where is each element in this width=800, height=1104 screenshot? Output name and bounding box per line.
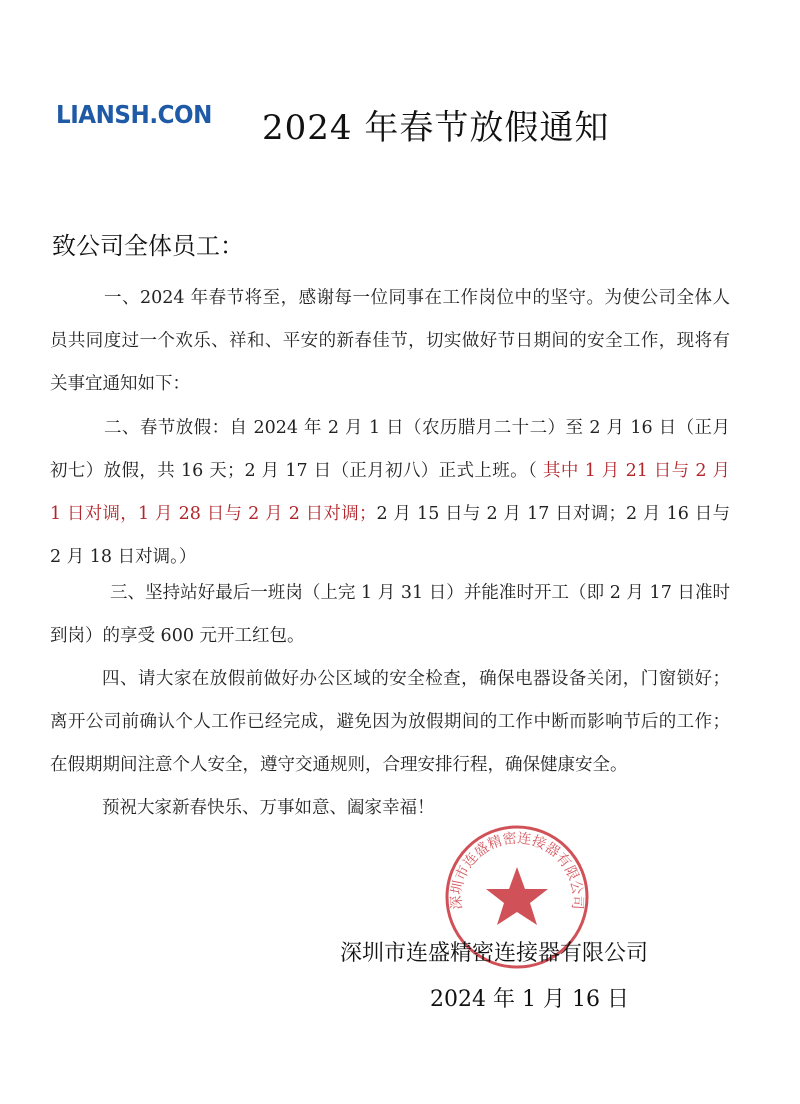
- paragraph-4: 四、请大家在放假前做好办公区域的安全检查，确保电器设备关闭，门窗锁好；离开公司前确认个人工作已经完成，避免因为放假期间的工作中断而影响节后的工作；在假期期间注意个人安全，遵守交通规则，合理安排行程，确保健康安全。: [50, 669, 730, 775]
- signature-company: 深圳市连盛精密连接器有限公司: [340, 941, 649, 966]
- paragraph-2-highlight: 其中 1 月 21 日与 2 月 1 日对调，1 月 28 日与 2 月 2 日对调；: [50, 461, 730, 524]
- paragraph-5: 预祝大家新春快乐、万事如意、阖家幸福！: [102, 798, 435, 818]
- paragraph-3: 三、坚持站好最后一班岗（上完 1 月 31 日）并能准时开工（即 2 月 17 日准时到岗）的享受 600 元开工红包。: [50, 583, 730, 646]
- star-icon: [486, 867, 548, 925]
- greeting: 致公司全体员工：: [52, 232, 244, 260]
- paragraph-2-text-a: 二、春节放假：自 2024 年 2 月 1 日（农历腊月二十二）至 2 月 16 日（正月初七）放假，共 16 天；2 月 17 日（正月初八）正式上班。（: [50, 418, 730, 481]
- company-logo: LIANSH.CON: [56, 100, 212, 129]
- seal-text-path: 深圳市连盛精密连接器有限公司: [448, 830, 586, 911]
- paragraph-1: 一、2024 年春节将至，感谢每一位同事在工作岗位中的坚守。为使公司全体人员共同度过一个欢乐、祥和、平安的新春佳节，切实做好节日期间的安全工作，现将有关事宜通知如下：: [50, 288, 730, 394]
- document-title: 2024 年春节放假通知: [262, 108, 610, 148]
- signature-date: 2024 年 1 月 16 日: [430, 987, 629, 1012]
- paragraph-2: [50, 407, 730, 579]
- paragraph-2-text-b: 2 月 15 日与 2 月 17 日对调；2 月 16 日与 2 月 18 日对调。）: [50, 504, 730, 567]
